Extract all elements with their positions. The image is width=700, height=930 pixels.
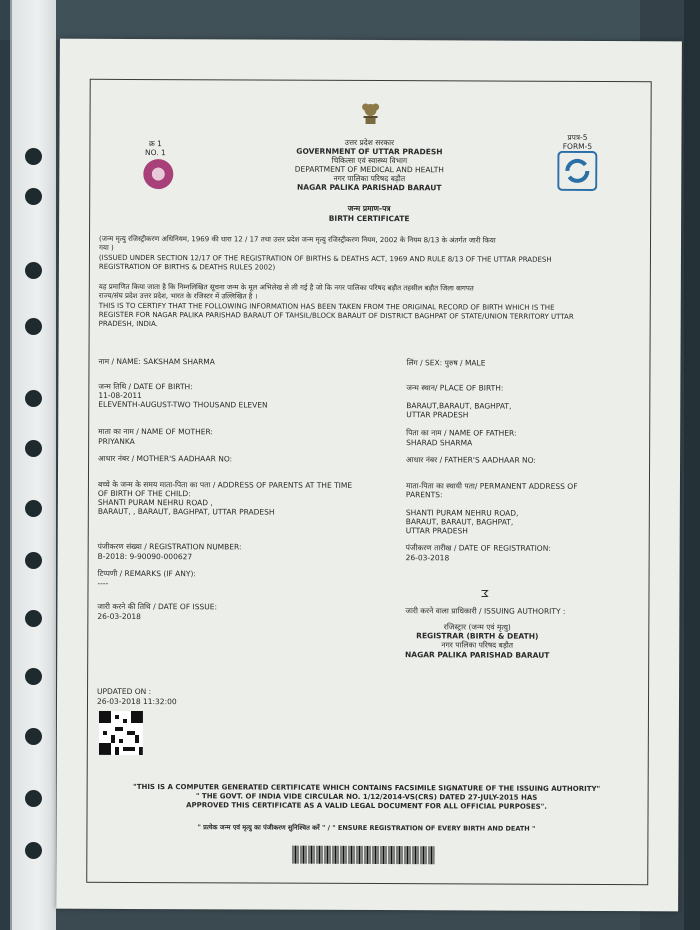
address-label-line1: बच्चे के जन्म के समय माता-पिता का पता / ADDRESS OF PARENTS AT THE TIME	[97, 479, 353, 490]
pob-label: जन्म स्थान/ PLACE OF BIRTH:	[406, 383, 504, 393]
address-line2: BARAUT, , BARAUT, BAGHPAT, UTTAR PRADESH	[97, 506, 275, 517]
address-line1: SHANTI PURAM NEHRU ROAD ,	[97, 497, 213, 508]
punch-hole	[25, 440, 42, 457]
registration-number-label: पंजीकरण संख्या / REGISTRATION NUMBER:	[97, 541, 242, 552]
form-hindi: प्रपत्र-5	[567, 132, 588, 142]
footer-line3: APPROVED THIS CERTIFICATE AS A VALID LEGAL DOCUMENT FOR ALL OFFICIAL PURPOSES".	[186, 801, 547, 811]
punch-hole	[25, 262, 42, 279]
number-hindi: क्र 1	[148, 139, 162, 149]
up-government-logo-icon	[143, 159, 173, 189]
office-title: NAGAR PALIKA PARISHAD BARAUT	[297, 182, 442, 193]
permanent-address-line3: UTTAR PRADESH	[405, 526, 468, 536]
act-hindi-line1: (जन्म मृत्यु रजिस्ट्रीकरण अधिनियम, 1969 की धारा 12 / 17 तथा उत्तर प्रदेश जन्म मृत्यु रजिस्ट्रीकरण नियम, 2002 के नियम 8/13 के अंतर्गत जारी किया	[99, 234, 496, 245]
address-label-line2: OF BIRTH OF THE CHILD:	[97, 488, 191, 499]
punch-hole	[25, 790, 42, 807]
signature-mark-icon	[479, 588, 489, 598]
office-hindi: नगर पालिका परिषद बड़ौत	[333, 173, 406, 184]
registrar-office-hindi: नगर पालिका परिषद बड़ौत	[441, 640, 514, 650]
punch-hole	[25, 390, 42, 407]
certificate-title-hindi: जन्म प्रमाण-पत्र	[347, 203, 391, 214]
remarks-label: टिप्पणी / REMARKS (IF ANY):	[97, 568, 196, 579]
certify-hindi-line2: राज्य/संघ प्रदेश उत्तर प्रदेश, भारत के रजिस्टर में उल्लिखित है ।	[98, 291, 258, 301]
certify-line2: REGISTER FOR NAGAR PALIKA PARISHAD BARAUT OF TAHSIL/BLOCK BARAUT OF DISTRICT BAGHPAT OF STATE/UNION TERRITORY UTTAR	[98, 310, 574, 321]
punch-hole	[25, 728, 42, 745]
certify-hindi-line1: यह प्रमाणित किया जाता है कि निम्नलिखित सूचना जन्म के मूल अभिलेख से ली गई है जो कि नगर पालिका परिषद बड़ौत तहसील बड़ौत जिला बागपत	[98, 282, 474, 293]
remarks-value: ----	[97, 578, 109, 588]
permanent-address-line1: SHANTI PURAM NEHRU ROAD,	[405, 508, 519, 518]
govt-hindi: उत्तर प्रदेश सरकार	[344, 137, 395, 148]
birth-certificate	[56, 39, 682, 912]
certify-line1: THIS IS TO CERTIFY THAT THE FOLLOWING INFORMATION HAS BEEN TAKEN FROM THE ORIGINAL RECORD OF BIRTH WHICH IS THE	[98, 301, 555, 312]
punch-hole	[25, 668, 42, 685]
binder-strip	[12, 0, 56, 930]
act-hindi-line2: गया )	[98, 243, 114, 252]
punch-hole	[25, 552, 42, 569]
certify-line3: PRADESH, INDIA.	[98, 319, 158, 329]
issue-date-value: 26-03-2018	[97, 611, 141, 622]
pob-line1: BARAUT,BARAUT, BAGHPAT,	[406, 401, 512, 411]
mother-aadhaar-label: आधार नंबर / MOTHER'S AADHAAR NO:	[98, 453, 233, 464]
dob-value: 11-08-2011	[98, 390, 142, 401]
father-name-label: पिता का नाम / NAME OF FATHER:	[406, 428, 517, 438]
govt-title: GOVERNMENT OF UTTAR PRADESH	[296, 146, 443, 157]
dob-label: जन्म तिथि / DATE OF BIRTH:	[98, 381, 193, 392]
pob-line2: UTTAR PRADESH	[406, 410, 469, 420]
issuing-authority-label: जारी करने वाला प्राधिकारी / ISSUING AUTHORITY :	[405, 606, 566, 616]
father-name-value: SHARAD SHARMA	[406, 438, 473, 448]
registration-date-value: 26-03-2018	[405, 553, 450, 563]
form-label: FORM-5	[562, 141, 593, 151]
updated-on-value: 26-03-2018 11:32:00	[96, 696, 177, 707]
qr-code-icon	[99, 711, 143, 755]
punch-hole	[25, 148, 42, 165]
dept-title: DEPARTMENT OF MEDICAL AND HEALTH	[294, 164, 444, 175]
certificate-title: BIRTH CERTIFICATE	[328, 213, 410, 224]
national-emblem-icon	[360, 98, 382, 126]
issue-date-label: जारी करने की तिथि / DATE OF ISSUE:	[97, 601, 218, 612]
permanent-address-label-line2: PARENTS:	[405, 490, 443, 500]
mother-name-label: माता का नाम / NAME OF MOTHER:	[98, 426, 213, 437]
registration-number-value: B-2018: 9-90090-000627	[97, 551, 193, 562]
registrar-office: NAGAR PALIKA PARISHAD BARAUT	[404, 650, 550, 660]
footer-slogan: " प्रत्येक जन्म एवं मृत्यु का पंजीकरण सुनिश्चित करें " / " ENSURE REGISTRATION OF EVERY BIRTH AND DEATH "	[197, 823, 536, 833]
permanent-address-line2: BARAUT, BARAUT, BAGHPAT,	[405, 517, 514, 527]
punch-hole	[25, 842, 42, 859]
child-name: नाम / NAME: SAKSHAM SHARMA	[98, 356, 215, 367]
father-aadhaar-label: आधार नंबर / FATHER'S AADHAAR NO:	[406, 455, 536, 465]
registrar-title: REGISTRAR (BIRTH & DEATH)	[416, 631, 539, 641]
barcode	[292, 846, 434, 865]
punch-hole	[25, 500, 42, 517]
permanent-address-label-line1: माता-पिता का स्थायी पता/ PERMANENT ADDRESS OF	[405, 481, 578, 491]
act-eng-line2: REGISTRATION OF BIRTHS & DEATHS RULES 2002)	[98, 262, 276, 272]
punch-hole	[25, 610, 42, 627]
dob-words: ELEVENTH-AUGUST-TWO THOUSAND ELEVEN	[98, 399, 268, 410]
form-logo-icon	[557, 151, 597, 191]
footer-line1: "THIS IS A COMPUTER GENERATED CERTIFICATE WHICH CONTAINS FACSIMILE SIGNATURE OF THE ISSUING AUTHORITY"	[133, 782, 601, 794]
punch-hole	[25, 318, 42, 335]
registration-date-label: पंजीकरण तारीख / DATE OF REGISTRATION:	[405, 543, 551, 553]
sex: लिंग / SEX: पुरुष / MALE	[406, 358, 486, 368]
dept-hindi: चिकित्सा एवं स्वास्थ्य विभाग	[331, 155, 408, 166]
footer-line2: " THE GOVT. OF INDIA VIDE CIRCULAR NO. 1/12/2014-VS(CRS) DATED 27-JULY-2015 HAS	[195, 792, 538, 802]
punch-hole	[25, 188, 42, 205]
act-eng-line1: (ISSUED UNDER SECTION 12/17 OF THE REGISTRATION OF BIRTHS & DEATHS ACT, 1969 AND RULE 8/13 OF THE UTTAR PRADESH	[98, 253, 552, 264]
registrar-hindi: रजिस्ट्रार (जन्म एवं मृत्यु)	[443, 622, 511, 632]
mother-name-value: PRIYANKA	[98, 436, 135, 446]
number-label: NO. 1	[145, 148, 166, 158]
updated-on-label: UPDATED ON :	[97, 686, 152, 697]
